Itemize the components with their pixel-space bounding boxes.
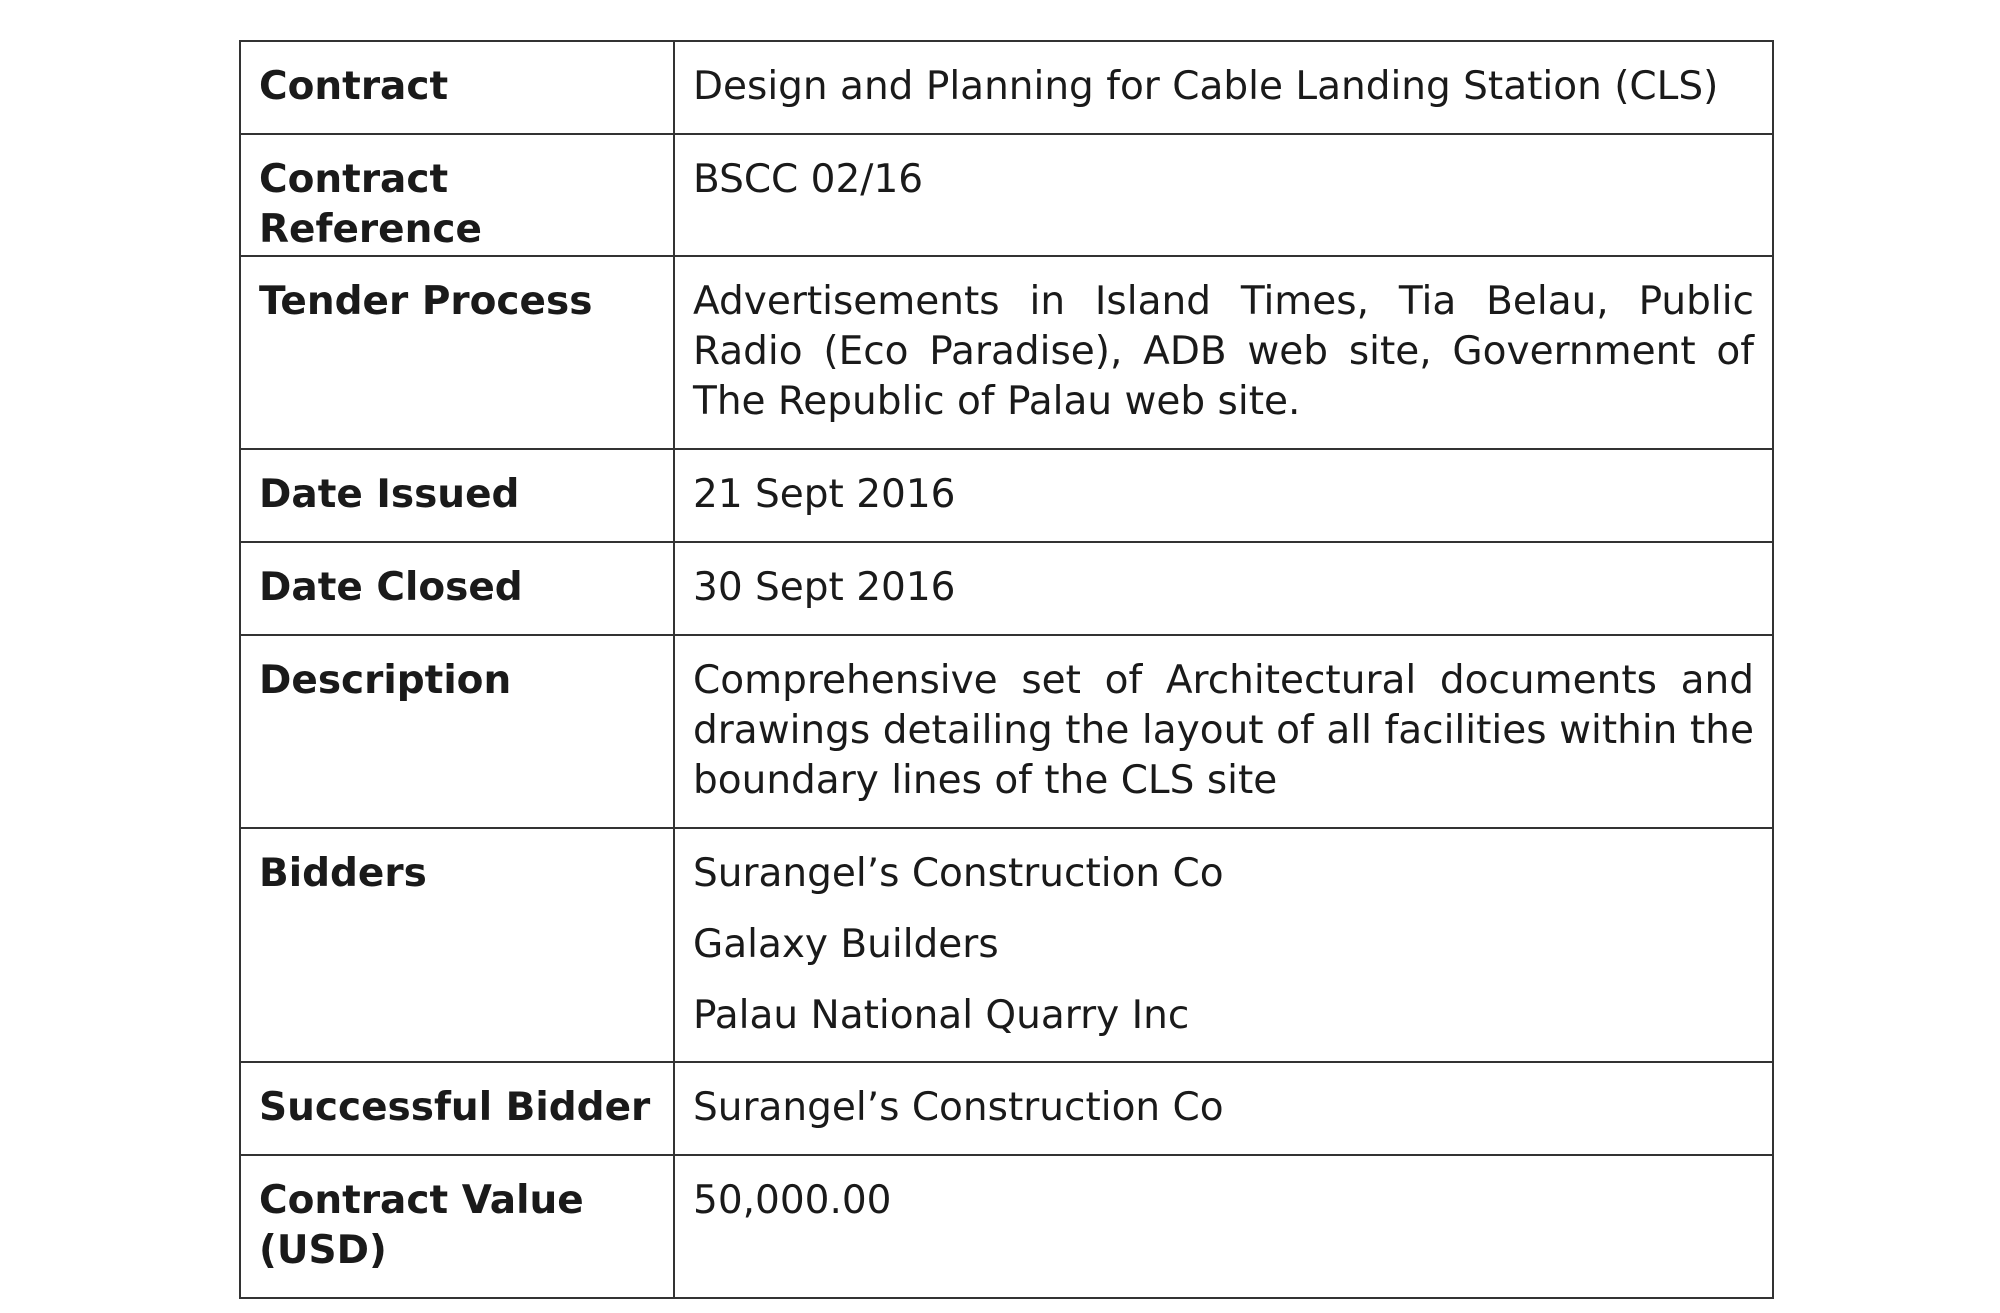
- bidder-item: Surangel’s Construction Co: [693, 851, 1224, 896]
- bidder-item: Palau National Quarry Inc: [693, 993, 1190, 1038]
- row-value: Design and Planning for Cable Landing Station (CLS): [674, 41, 1773, 134]
- table-row-contract-reference: [240, 134, 1773, 256]
- row-label: [240, 1155, 674, 1298]
- label-line: (USD): [259, 1228, 387, 1273]
- row-label: Date Issued: [240, 449, 674, 542]
- table-row-date-closed: [240, 542, 1773, 635]
- label-line: Contract Value: [259, 1178, 584, 1223]
- row-label: Bidders: [240, 828, 674, 1062]
- contract-details-table: [239, 40, 1774, 1299]
- row-label: Description: [240, 635, 674, 828]
- table-row-contract: [240, 41, 1773, 134]
- row-label: Contract Reference: [240, 134, 674, 256]
- row-value: Advertisements in Island Times, Tia Belau, Public Radio (Eco Paradise), ADB web site, Government of The Republic of Palau web site.: [674, 256, 1773, 449]
- row-value: 50,000.00: [674, 1155, 1773, 1298]
- bidder-item: Galaxy Builders: [693, 922, 999, 967]
- row-label: Successful Bidder: [240, 1062, 674, 1155]
- table-row-contract-value: [240, 1155, 1773, 1298]
- table-row-successful-bidder: [240, 1062, 1773, 1155]
- table-row-bidders: [240, 828, 1773, 1062]
- row-value: Comprehensive set of Architectural documents and drawings detailing the layout of all facilities within the boundary lines of the CLS site: [674, 635, 1773, 828]
- table-row-description: [240, 635, 1773, 828]
- row-value: 30 Sept 2016: [674, 542, 1773, 635]
- row-label: Contract: [240, 41, 674, 134]
- row-label: Tender Process: [240, 256, 674, 449]
- bidders-list: [674, 828, 1773, 1062]
- row-value: Surangel’s Construction Co: [674, 1062, 1773, 1155]
- table-row-tender-process: [240, 256, 1773, 449]
- row-label: Date Closed: [240, 542, 674, 635]
- row-value: 21 Sept 2016: [674, 449, 1773, 542]
- table-row-date-issued: [240, 449, 1773, 542]
- row-value: BSCC 02/16: [674, 134, 1773, 256]
